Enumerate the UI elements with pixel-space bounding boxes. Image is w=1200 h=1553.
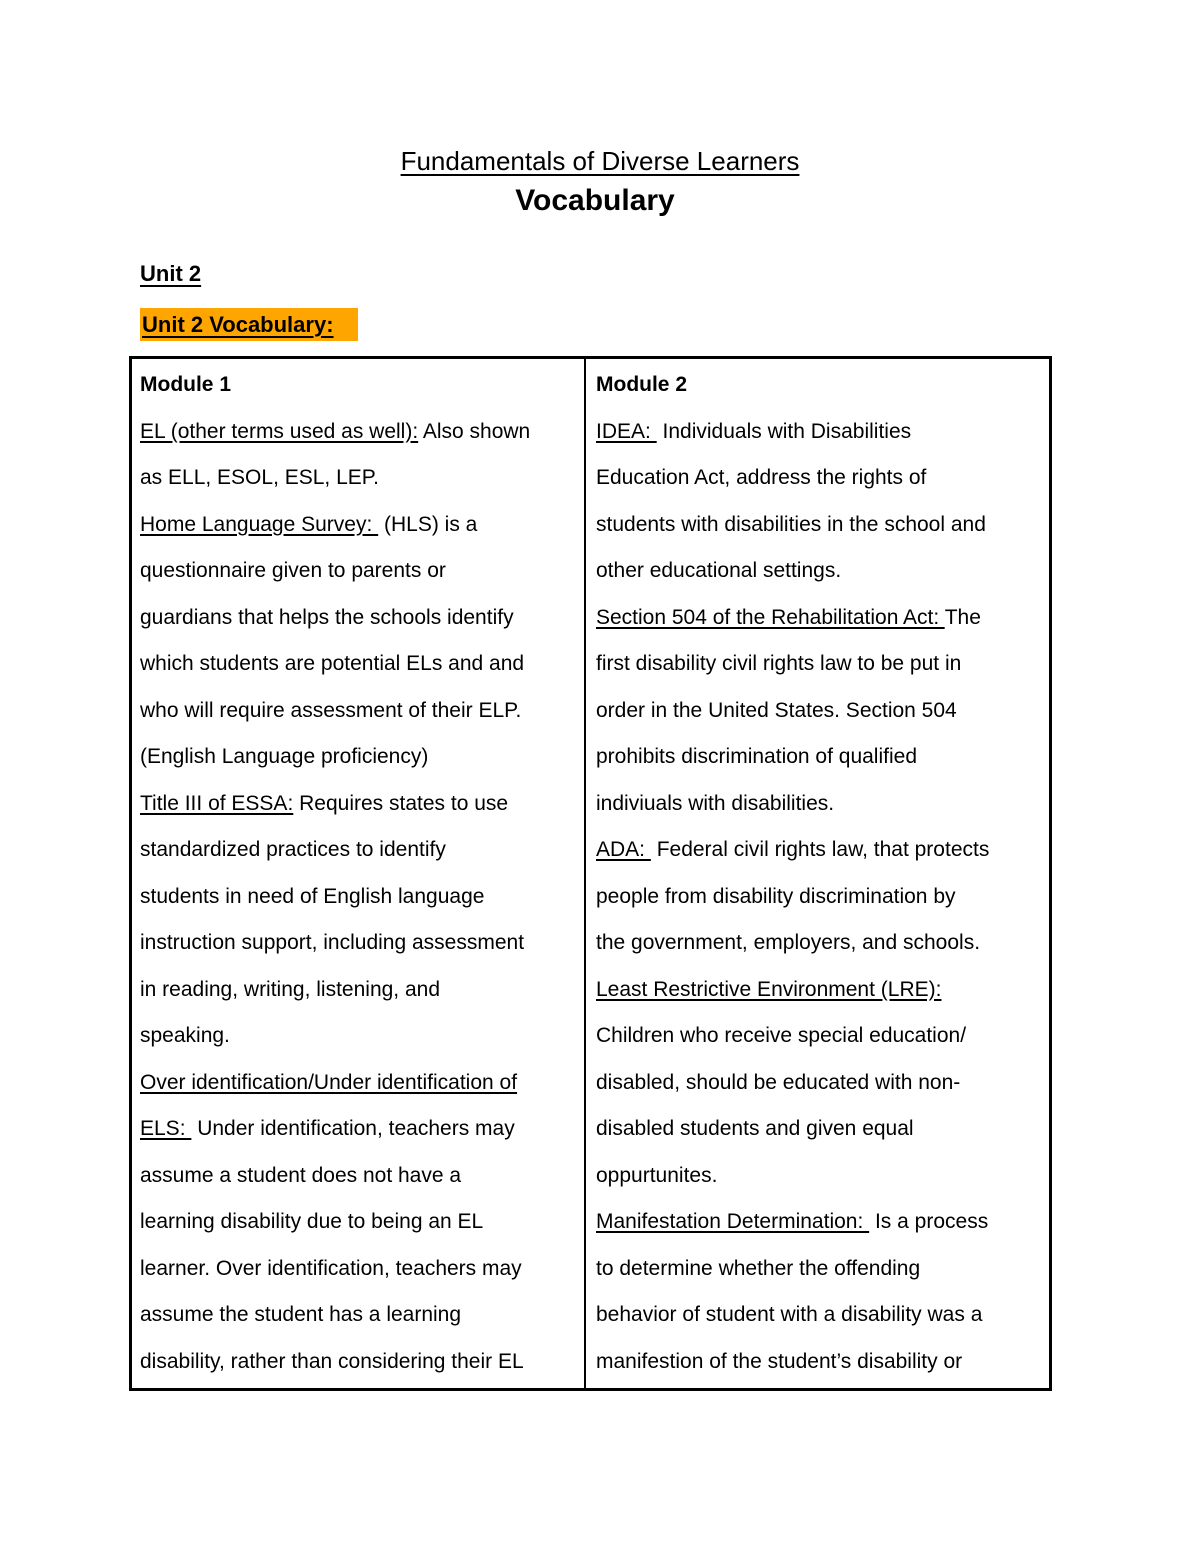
- definition-line: [596, 1199, 989, 1246]
- definition-line: [140, 1292, 530, 1339]
- definition-text: disabled students and given equal: [596, 1117, 914, 1140]
- definition-text: speaking.: [140, 1024, 230, 1047]
- definition-line: [596, 1339, 989, 1386]
- module-1-column: [140, 362, 530, 1385]
- vocabulary-term: Least Restrictive Environment (LRE):: [596, 977, 942, 1001]
- definition-line: [596, 920, 989, 967]
- definition-text: Education Act, address the rights of: [596, 466, 927, 489]
- definition-line: [140, 1199, 530, 1246]
- definition-text: order in the United States. Section 504: [596, 698, 957, 722]
- vocabulary-heading: [140, 308, 358, 341]
- definition-line: [596, 874, 989, 921]
- definition-text: Also shown: [418, 419, 531, 443]
- definition-line: [140, 688, 530, 735]
- definition-text: to determine whether the offending: [596, 1256, 921, 1280]
- definition-text: Requires states to use: [293, 791, 509, 815]
- definition-line: [140, 920, 530, 967]
- definition-text: questionnaire given to parents or: [140, 559, 446, 582]
- vocabulary-term: Over identification/Under identification of: [140, 1070, 518, 1094]
- definition-text: (HLS) is a: [378, 512, 478, 536]
- definition-line: [596, 548, 989, 595]
- vocabulary-heading-text: Unit 2 Vocabulary:: [142, 312, 334, 337]
- definition-text: The: [944, 605, 981, 629]
- vocabulary-term: IDEA:: [596, 419, 657, 443]
- vocabulary-term: ELS:: [140, 1117, 192, 1140]
- definition-text: Children who receive special education/: [596, 1024, 967, 1047]
- definition-line: [140, 455, 530, 502]
- vocabulary-term: Section 504 of the Rehabilitation Act:: [596, 605, 945, 629]
- definition-line: [140, 967, 530, 1014]
- definition-text: disabled, should be educated with non-: [596, 1070, 961, 1094]
- definition-text: Federal civil rights law, that protects: [650, 838, 990, 861]
- definition-line: [140, 1153, 530, 1200]
- definition-text: students in need of English language: [140, 884, 485, 908]
- definition-text: disability, rather than considering their EL: [140, 1349, 524, 1373]
- definition-text: behavior of student with a disability was a: [596, 1303, 983, 1326]
- definition-line: [596, 1013, 989, 1060]
- document-title: Fundamentals of Diverse Learners: [400, 146, 800, 176]
- definition-text: prohibits discrimination of qualified: [596, 745, 917, 768]
- definition-line: [596, 827, 989, 874]
- definition-text: oppurtunites.: [596, 1163, 718, 1187]
- definition-text: learner. Over identification, teachers may: [140, 1256, 522, 1280]
- definition-line: [140, 548, 530, 595]
- definition-line: [140, 595, 530, 642]
- module-1-header: Module 1: [140, 373, 232, 396]
- module-2-header: Module 2: [596, 373, 688, 396]
- vocabulary-term: ADA:: [596, 838, 651, 861]
- definition-line: [596, 781, 989, 828]
- definition-line: [140, 1013, 530, 1060]
- definition-line: [596, 734, 989, 781]
- definition-line: [596, 1153, 989, 1200]
- definition-text: students with disabilities in the school and: [596, 512, 986, 536]
- definition-line: [596, 595, 989, 642]
- definition-text: indiviuals with disabilities.: [596, 791, 835, 815]
- definition-line: [140, 781, 530, 828]
- definition-text: the government, employers, and schools.: [596, 931, 981, 954]
- definition-line: [596, 1060, 989, 1107]
- definition-line: [140, 409, 530, 456]
- definition-text: assume the student has a learning: [140, 1303, 462, 1326]
- document-subtitle: Vocabulary: [515, 184, 675, 217]
- definition-line: [596, 1292, 989, 1339]
- definition-line: [596, 1246, 989, 1293]
- definition-text: in reading, writing, listening, and: [140, 977, 441, 1001]
- definition-text: which students are potential ELs and and: [140, 652, 525, 675]
- definition-text: first disability civil rights law to be put in: [596, 652, 962, 675]
- definition-line: [140, 502, 530, 549]
- definition-text: Under identification, teachers may: [191, 1117, 515, 1140]
- definition-text: Is a process: [869, 1210, 989, 1233]
- vocabulary-term: EL (other terms used as well):: [140, 419, 419, 443]
- definition-line: [140, 1060, 530, 1107]
- table-column-divider: [584, 356, 586, 1391]
- definition-line: [596, 688, 989, 735]
- definition-line: [140, 641, 530, 688]
- definition-line: [596, 641, 989, 688]
- definition-line: [140, 1339, 530, 1386]
- definition-line: [140, 1246, 530, 1293]
- definition-text: instruction support, including assessment: [140, 931, 525, 954]
- definition-line: [140, 874, 530, 921]
- definition-line: [596, 502, 989, 549]
- definition-text: learning disability due to being an EL: [140, 1210, 484, 1233]
- unit-label: Unit 2: [140, 261, 202, 286]
- vocabulary-term: Home Language Survey:: [140, 512, 379, 536]
- definition-line: [596, 1106, 989, 1153]
- definition-text: who will require assessment of their ELP.: [140, 698, 522, 722]
- definition-line: [140, 827, 530, 874]
- definition-text: standardized practices to identify: [140, 838, 446, 861]
- definition-text: as ELL, ESOL, ESL, LEP.: [140, 466, 379, 489]
- definition-text: people from disability discrimination by: [596, 884, 956, 908]
- definition-text: guardians that helps the schools identify: [140, 605, 514, 629]
- vocabulary-term: Manifestation Determination:: [596, 1210, 870, 1233]
- vocabulary-term: Title III of ESSA:: [140, 791, 294, 815]
- definition-line: [596, 409, 989, 456]
- definition-line: [596, 455, 989, 502]
- definition-text: (English Language proficiency): [140, 745, 429, 768]
- definition-text: assume a student does not have a: [140, 1163, 462, 1187]
- definition-text: Individuals with Disabilities: [656, 419, 912, 443]
- definition-line: [140, 1106, 530, 1153]
- definition-line: [140, 734, 530, 781]
- module-2-column: [596, 362, 989, 1385]
- definition-text: other educational settings.: [596, 559, 842, 582]
- definition-line: [596, 967, 989, 1014]
- definition-text: manifestion of the student’s disability or: [596, 1349, 963, 1373]
